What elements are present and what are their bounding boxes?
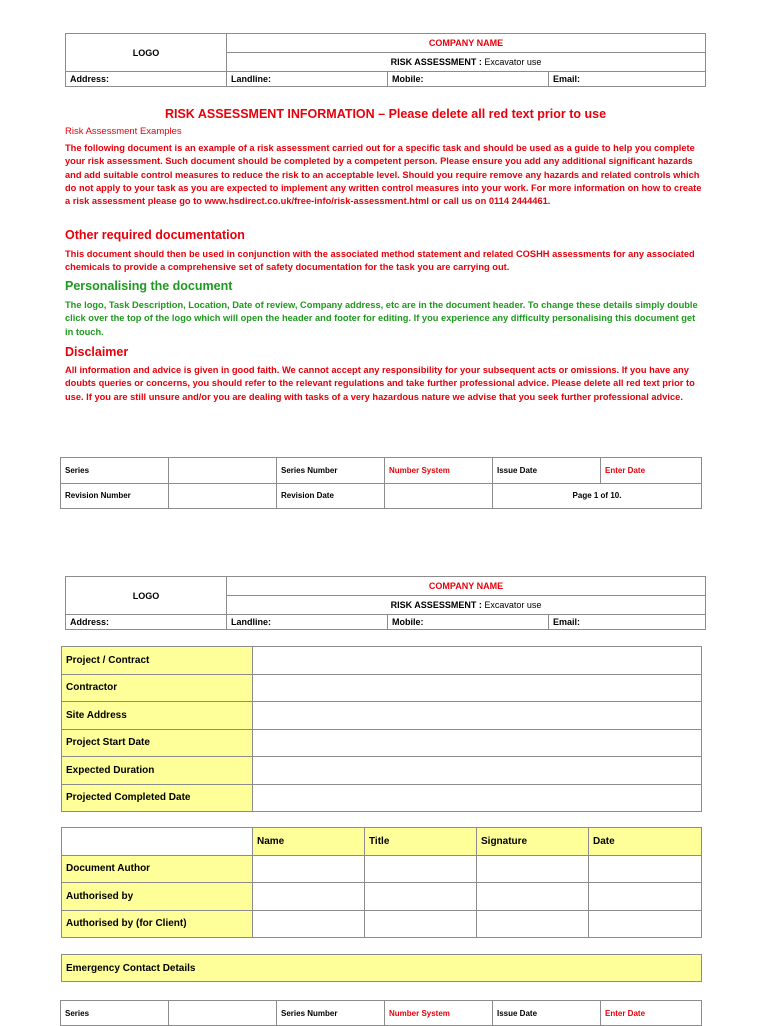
address-label: Address: bbox=[66, 615, 227, 630]
emergency-contact-table bbox=[61, 954, 702, 982]
signoff-cell[interactable] bbox=[365, 883, 477, 911]
page-info: Page 1 of 10. bbox=[493, 483, 702, 509]
intro-paragraph: The following document is an example of a risk assessment carried out for a specific task and should be used as a guide to help you complete your risk assessment. Such document should be completed by a competent person. Please ensure you add any additional significant hazards and add suitable control measures to reduce the risk to an acceptable level. Should you require remove any hazards and related controls which do not apply to your task as you are expected to implement any written control measures into your work. For more information on how to create a risk assessment please go to www.hsdirect.co.uk/free-info/risk-assessment.html or call us on 0114 2444461. bbox=[65, 143, 702, 207]
email-label: Email: bbox=[549, 72, 706, 87]
examples-label: Risk Assessment Examples bbox=[65, 126, 182, 137]
signoff-cell[interactable] bbox=[253, 855, 365, 883]
revision-number-label: Revision Number bbox=[61, 483, 169, 509]
column-header-signature: Signature bbox=[477, 828, 589, 856]
project-start-date-field[interactable] bbox=[253, 729, 702, 757]
document-author-label: Document Author bbox=[62, 855, 253, 883]
other-docs-paragraph: This document should then be used in conjunction with the associated method statement and related COSHH assessments for any associated chemicals to provide a comprehensive set of safety documentation for the task you are carrying out. bbox=[65, 249, 695, 273]
document-title bbox=[227, 53, 706, 72]
contractor-label: Contractor bbox=[62, 674, 253, 702]
other-docs-heading: Other required documentation bbox=[65, 228, 245, 242]
disclaimer-heading: Disclaimer bbox=[65, 345, 129, 359]
signoff-corner-cell bbox=[62, 828, 253, 856]
issue-date-value: Enter Date bbox=[601, 1001, 702, 1026]
signoff-cell[interactable] bbox=[477, 855, 589, 883]
email-label: Email: bbox=[549, 615, 706, 630]
column-header-title: Title bbox=[365, 828, 477, 856]
column-header-date: Date bbox=[589, 828, 702, 856]
personalising-paragraph: The logo, Task Description, Location, Date of review, Company address, etc are in the document header. To change these details simply double click over the top of the logo which will open the header and footer for editing. If you experience any difficulty personalising this document get in touch. bbox=[65, 300, 698, 337]
revision-date-value bbox=[385, 483, 493, 509]
logo-placeholder: LOGO bbox=[66, 34, 227, 72]
series-value bbox=[169, 458, 277, 484]
projected-completed-date-label: Projected Completed Date bbox=[62, 784, 253, 812]
signoff-cell[interactable] bbox=[365, 855, 477, 883]
document-title bbox=[227, 596, 706, 615]
signoff-cell[interactable] bbox=[365, 910, 477, 938]
address-label: Address: bbox=[66, 72, 227, 87]
signoff-cell[interactable] bbox=[589, 855, 702, 883]
signoff-cell[interactable] bbox=[253, 883, 365, 911]
landline-label: Landline: bbox=[227, 72, 388, 87]
signoff-cell[interactable] bbox=[589, 910, 702, 938]
project-contract-field[interactable] bbox=[253, 647, 702, 675]
projected-completed-date-field[interactable] bbox=[253, 784, 702, 812]
title-prefix: RISK ASSESSMENT : bbox=[390, 57, 485, 68]
signoff-cell[interactable] bbox=[253, 910, 365, 938]
signoff-cell[interactable] bbox=[589, 883, 702, 911]
expected-duration-label: Expected Duration bbox=[62, 757, 253, 785]
issue-date-value: Enter Date bbox=[601, 458, 702, 484]
page2-header-table bbox=[65, 576, 706, 630]
site-address-label: Site Address bbox=[62, 702, 253, 730]
series-label: Series bbox=[61, 458, 169, 484]
disclaimer-paragraph: All information and advice is given in good faith. We cannot accept any responsibility for your subsequent acts or omissions. If you have any doubts queries or concerns, you should refer to the relevant regulations and take further professional advice. Please delete all red text prior to use. If you are still unsure and/or you are dealing with tasks of a very hazardous nature we advise that you seek further professional advice. bbox=[65, 365, 695, 402]
series-label: Series bbox=[61, 1001, 169, 1026]
site-address-field[interactable] bbox=[253, 702, 702, 730]
landline-label: Landline: bbox=[227, 615, 388, 630]
title-prefix: RISK ASSESSMENT : bbox=[390, 600, 485, 611]
mobile-label: Mobile: bbox=[388, 72, 549, 87]
series-value bbox=[169, 1001, 277, 1026]
revision-date-label: Revision Date bbox=[277, 483, 385, 509]
contractor-field[interactable] bbox=[253, 674, 702, 702]
series-number-value: Number System bbox=[385, 458, 493, 484]
signoff-cell[interactable] bbox=[477, 883, 589, 911]
company-name: COMPANY NAME bbox=[227, 34, 706, 53]
expected-duration-field[interactable] bbox=[253, 757, 702, 785]
series-number-label: Series Number bbox=[277, 1001, 385, 1026]
page2-footer-table bbox=[60, 1000, 702, 1026]
project-contract-label: Project / Contract bbox=[62, 647, 253, 675]
project-info-table bbox=[61, 646, 702, 812]
info-heading: RISK ASSESSMENT INFORMATION – Please delete all red text prior to use bbox=[164, 107, 607, 121]
project-start-date-label: Project Start Date bbox=[62, 729, 253, 757]
title-task: Excavator use bbox=[484, 57, 542, 68]
signoff-cell[interactable] bbox=[477, 910, 589, 938]
logo-placeholder: LOGO bbox=[66, 577, 227, 615]
issue-date-label: Issue Date bbox=[493, 1001, 601, 1026]
series-number-label: Series Number bbox=[277, 458, 385, 484]
series-number-value: Number System bbox=[385, 1001, 493, 1026]
revision-number-value bbox=[169, 483, 277, 509]
page1-footer-table bbox=[60, 457, 702, 509]
emergency-contact-label: Emergency Contact Details bbox=[62, 955, 702, 982]
page1-header-table bbox=[65, 33, 706, 87]
title-task: Excavator use bbox=[484, 600, 542, 611]
mobile-label: Mobile: bbox=[388, 615, 549, 630]
company-name: COMPANY NAME bbox=[227, 577, 706, 596]
issue-date-label: Issue Date bbox=[493, 458, 601, 484]
column-header-name: Name bbox=[253, 828, 365, 856]
authorised-by-client-label: Authorised by (for Client) bbox=[62, 910, 253, 938]
personalising-heading: Personalising the document bbox=[65, 279, 233, 293]
signoff-table bbox=[61, 827, 702, 938]
authorised-by-label: Authorised by bbox=[62, 883, 253, 911]
